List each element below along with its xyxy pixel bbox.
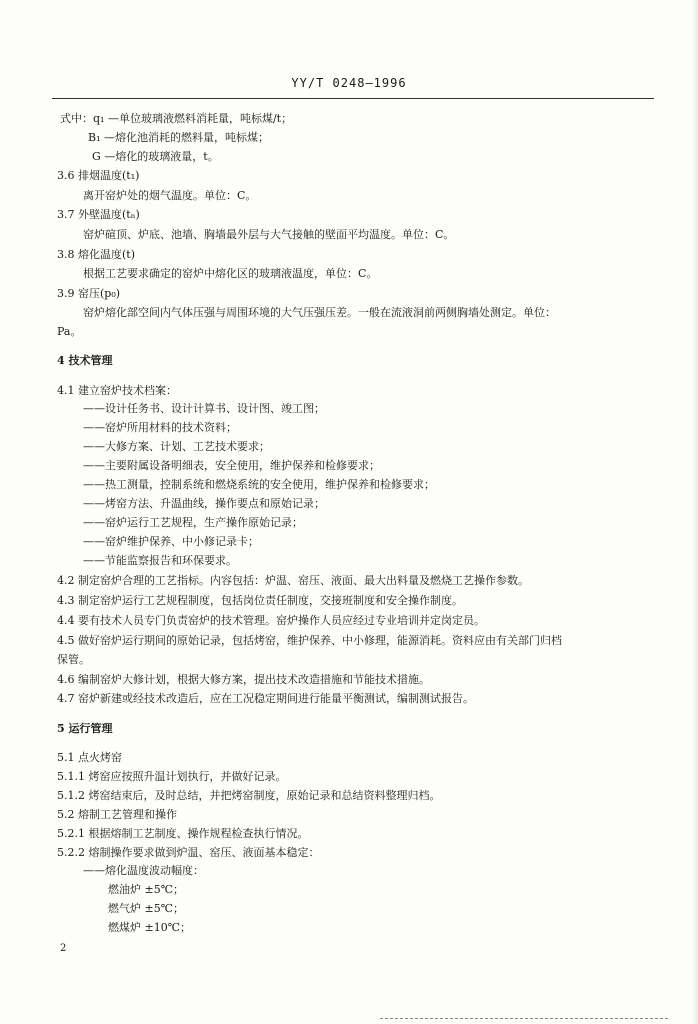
standard-code-header: YY/T 0248—1996 <box>291 76 407 90</box>
list-item: ——主要附属设备明细表，安全使用，维护保养和检修要求； <box>83 459 380 472</box>
list-item: ——节能监察报告和环保要求。 <box>83 554 237 567</box>
section-heading: 3.9 窑压(p₀) <box>57 287 121 300</box>
chapter-heading: 4 技术管理 <box>57 354 113 367</box>
paragraph: 窑炉碹顶、炉底、池墙、胸墙最外层与大气接触的壁面平均温度。单位：C。 <box>83 228 455 241</box>
list-item: ——大修方案、计划、工艺技术要求； <box>83 440 270 453</box>
list-item: ——窑炉所用材料的技术资料； <box>83 421 237 434</box>
paragraph: 窑炉熔化部空间内气体压强与周围环境的大气压强压差。一般在流液洞前两侧胸墙处测定。单位： <box>83 306 556 319</box>
tolerance-row: 燃油炉 ±5℃； <box>108 883 185 896</box>
section-heading: 3.8 熔化温度(t) <box>57 248 135 261</box>
section-heading: 3.7 外壁温度(tₙ) <box>57 208 140 221</box>
chapter-heading: 5 运行管理 <box>57 722 113 735</box>
list-item: ——设计任务书、设计计算书、设计图、竣工图； <box>83 402 325 415</box>
clause: 4.6 编制窑炉大修计划，根据大修方案，提出技术改造措施和节能技术措施。 <box>57 673 430 686</box>
tolerance-row: 燃气炉 ±5℃； <box>108 902 185 915</box>
clause: 4.4 要有技术人员专门负责窑炉的技术管理。窑炉操作人员应经过专业培训并定岗定员。 <box>57 614 485 627</box>
list-item: ——熔化温度波动幅度： <box>83 864 204 877</box>
list-item: ——窑炉维护保养、中小修记录卡； <box>83 535 259 548</box>
clause: 5.1.2 烤窑结束后，及时总结，并把烤窑制度，原始记录和总结资料整理归档。 <box>57 789 441 802</box>
paragraph: 根据工艺要求确定的窑炉中熔化区的玻璃液温度，单位：C。 <box>83 267 378 280</box>
clause: 4.3 制定窑炉运行工艺规程制度，包括岗位责任制度，交接班制度和安全操作制度。 <box>57 594 463 607</box>
formula-where-line: 式中：q₁ —单位玻璃液燃料消耗量，吨标煤/t； <box>60 112 293 125</box>
clause: 4.1 建立窑炉技术档案： <box>57 384 177 397</box>
clause: 4.7 窑炉新建或经技术改造后，应在工况稳定期间进行能量平衡测试，编制测试报告。 <box>57 692 474 705</box>
section-heading: 5.1 点火烤窑 <box>57 751 122 764</box>
paragraph-continuation: Pa。 <box>57 325 82 338</box>
section-heading: 3.6 排烟温度(t₁) <box>57 169 140 182</box>
header-rule <box>52 98 654 99</box>
scan-edge <box>692 0 698 1024</box>
clause: 5.2.2 熔制操作要求做到炉温、窑压、液面基本稳定： <box>57 846 320 859</box>
formula-where-line: G —熔化的玻璃液量，t。 <box>92 150 219 163</box>
tolerance-row: 燃煤炉 ±10℃； <box>108 921 192 934</box>
formula-where-line: B₁ —熔化池消耗的燃料量，吨标煤； <box>88 131 269 144</box>
clause: 4.5 做好窑炉运行期间的原始记录，包括烤窑，维护保养、中小修理，能源消耗。资料应由有关部门归档 <box>57 634 562 647</box>
clause: 5.2.1 根据熔制工艺制度、操作规程检查执行情况。 <box>57 827 309 840</box>
clause-continuation: 保管。 <box>57 653 90 666</box>
list-item: ——热工测量，控制系统和燃烧系统的安全使用，维护保养和检修要求； <box>83 478 435 491</box>
clause: 5.1.1 烤窑应按照升温计划执行，并做好记录。 <box>57 770 287 783</box>
scan-edge <box>380 1018 668 1022</box>
list-item: ——烤窑方法、升温曲线，操作要点和原始记录； <box>83 497 325 510</box>
page-number: 2 <box>60 943 67 954</box>
list-item: ——窑炉运行工艺规程，生产操作原始记录； <box>83 516 303 529</box>
clause: 4.2 制定窑炉合理的工艺指标。内容包括：炉温、窑压、液面、最大出料量及燃烧工艺操作参数。 <box>57 574 529 587</box>
section-heading: 5.2 熔制工艺管理和操作 <box>57 808 177 821</box>
paragraph: 离开窑炉处的烟气温度。单位：C。 <box>83 189 257 202</box>
